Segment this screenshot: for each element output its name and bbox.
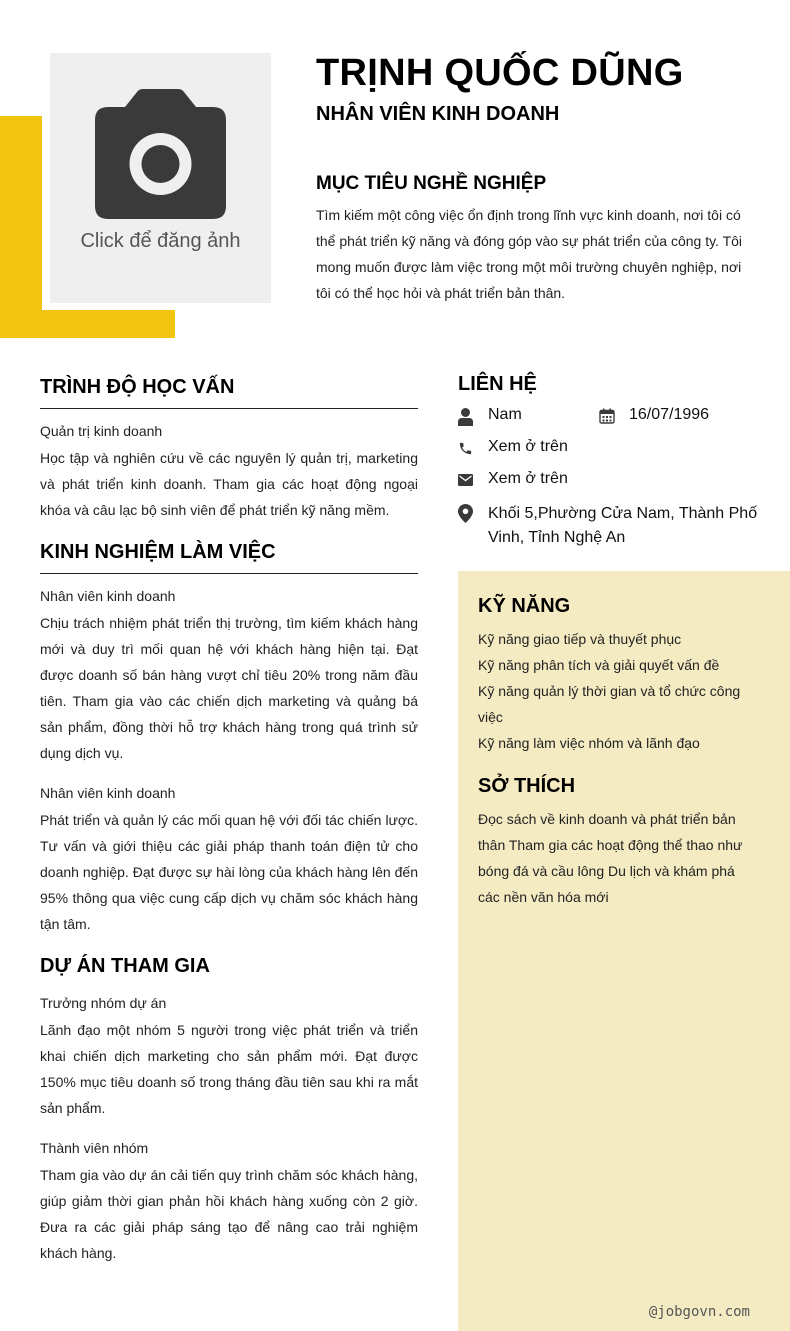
contact-address: Khối 5,Phường Cửa Nam, Thành Phố Vinh, Tỉnh Nghệ An xyxy=(488,505,758,546)
camera-icon xyxy=(95,89,226,219)
phone-icon xyxy=(458,441,473,456)
experience-item-desc: Chịu trách nhiệm phát triển thị trường, tìm kiếm khách hàng mới và duy trì mối quan hệ với khách hàng hiện tại. Đạt được doanh số bán hàng vượt chỉ tiêu 20% trong năm đầu tiên. Tham gia vào các chiến dịch marketing và quảng bá sản phẩm, đồng thời hỗ trợ khách hàng trong quá trình sử dụng dịch vụ. xyxy=(40,615,418,761)
project-item-desc: Lãnh đạo một nhóm 5 người trong việc phát triển và triển khai chiến dịch marketing cho sản phẩm mới. Đạt được 150% mục tiêu doanh số trong tháng đầu tiên sau khi ra mắt sản phẩm. xyxy=(40,1022,418,1116)
user-icon xyxy=(458,408,473,426)
objective-text: Tìm kiếm một công việc ổn định trong lĩnh vực kinh doanh, nơi tôi có thể phát triển kỹ năng và đóng góp vào sự phát triển của công ty. Tôi mong muốn được làm việc trong một môi trường chuyên nghiệp, nơi tôi có thể học hỏi và phát triển bản thân. xyxy=(316,207,743,301)
education-title: TRÌNH ĐỘ HỌC VẤN xyxy=(40,376,235,398)
skill-item: Kỹ năng phân tích và giải quyết vấn đề xyxy=(478,657,720,673)
contact-phone: Xem ở trên xyxy=(488,438,568,455)
hobbies-text: Đọc sách về kinh doanh và phát triển bản thân Tham gia các hoạt động thể thao như bóng đá và cầu lông Du lịch và khám phá các nền văn hóa mới xyxy=(478,811,743,905)
contact-gender: Nam xyxy=(488,406,522,423)
accent-bar-vertical xyxy=(0,116,42,338)
accent-bar-horizontal xyxy=(0,310,175,338)
education-divider xyxy=(40,408,418,409)
contact-email: Xem ở trên xyxy=(488,470,568,487)
skill-item: Kỹ năng giao tiếp và thuyết phục xyxy=(478,631,682,647)
skill-item: Kỹ năng làm việc nhóm và lãnh đạo xyxy=(478,735,700,751)
project-item-title: Thành viên nhóm xyxy=(40,1140,149,1156)
skill-item: Kỹ năng quản lý thời gian và tổ chức công việc xyxy=(478,683,741,725)
mail-icon xyxy=(458,474,473,486)
experience-item-title: Nhân viên kinh doanh xyxy=(40,785,176,801)
objective-title: MỤC TIÊU NGHỀ NGHIỆP xyxy=(316,173,547,194)
skills-list xyxy=(478,626,748,756)
education-item-desc: Học tập và nghiên cứu về các nguyên lý quản trị, marketing và phát triển kinh doanh. Tham gia các hoạt động ngoại khóa và câu lạc bộ sinh viên để phát triển kỹ năng mềm. xyxy=(40,450,418,518)
experience-item-title: Nhân viên kinh doanh xyxy=(40,588,176,604)
candidate-name: TRỊNH QUỐC DŨNG xyxy=(316,52,684,94)
watermark: @jobgovn.com xyxy=(648,1304,750,1320)
skills-hobbies-panel xyxy=(458,571,790,1331)
contact-birthday: 16/07/1996 xyxy=(629,406,710,423)
photo-caption: Click để đăng ảnh xyxy=(80,230,241,252)
skills-title: KỸ NĂNG xyxy=(478,595,571,617)
experience-divider xyxy=(40,573,418,574)
projects-title: DỰ ÁN THAM GIA xyxy=(40,955,210,977)
contact-title: LIÊN HỆ xyxy=(458,373,537,395)
calendar-icon xyxy=(599,408,615,424)
hobbies-title: SỞ THÍCH xyxy=(478,775,576,797)
education-item-title: Quản trị kinh doanh xyxy=(40,423,163,439)
job-title: NHÂN VIÊN KINH DOANH xyxy=(316,103,560,125)
experience-title: KINH NGHIỆM LÀM VIỆC xyxy=(40,541,276,563)
project-item-desc: Tham gia vào dự án cải tiến quy trình chăm sóc khách hàng, giúp giảm thời gian phản hồi khách hàng xuống còn 2 giờ. Đưa ra các giải pháp sáng tạo để nâng cao trải nghiệm khách hàng. xyxy=(40,1167,418,1261)
experience-item-desc: Phát triển và quản lý các mối quan hệ với đối tác chiến lược. Tư vấn và giới thiệu các giải pháp thanh toán điện tử cho doanh nghiệp. Đạt được sự hài lòng của khách hàng lên đến 95% thông qua việc cung cấp dịch vụ chăm sóc khách hàng tận tâm. xyxy=(40,812,418,932)
project-item-title: Trưởng nhóm dự án xyxy=(40,995,167,1011)
location-icon xyxy=(458,504,473,523)
photo-upload[interactable] xyxy=(50,53,271,303)
